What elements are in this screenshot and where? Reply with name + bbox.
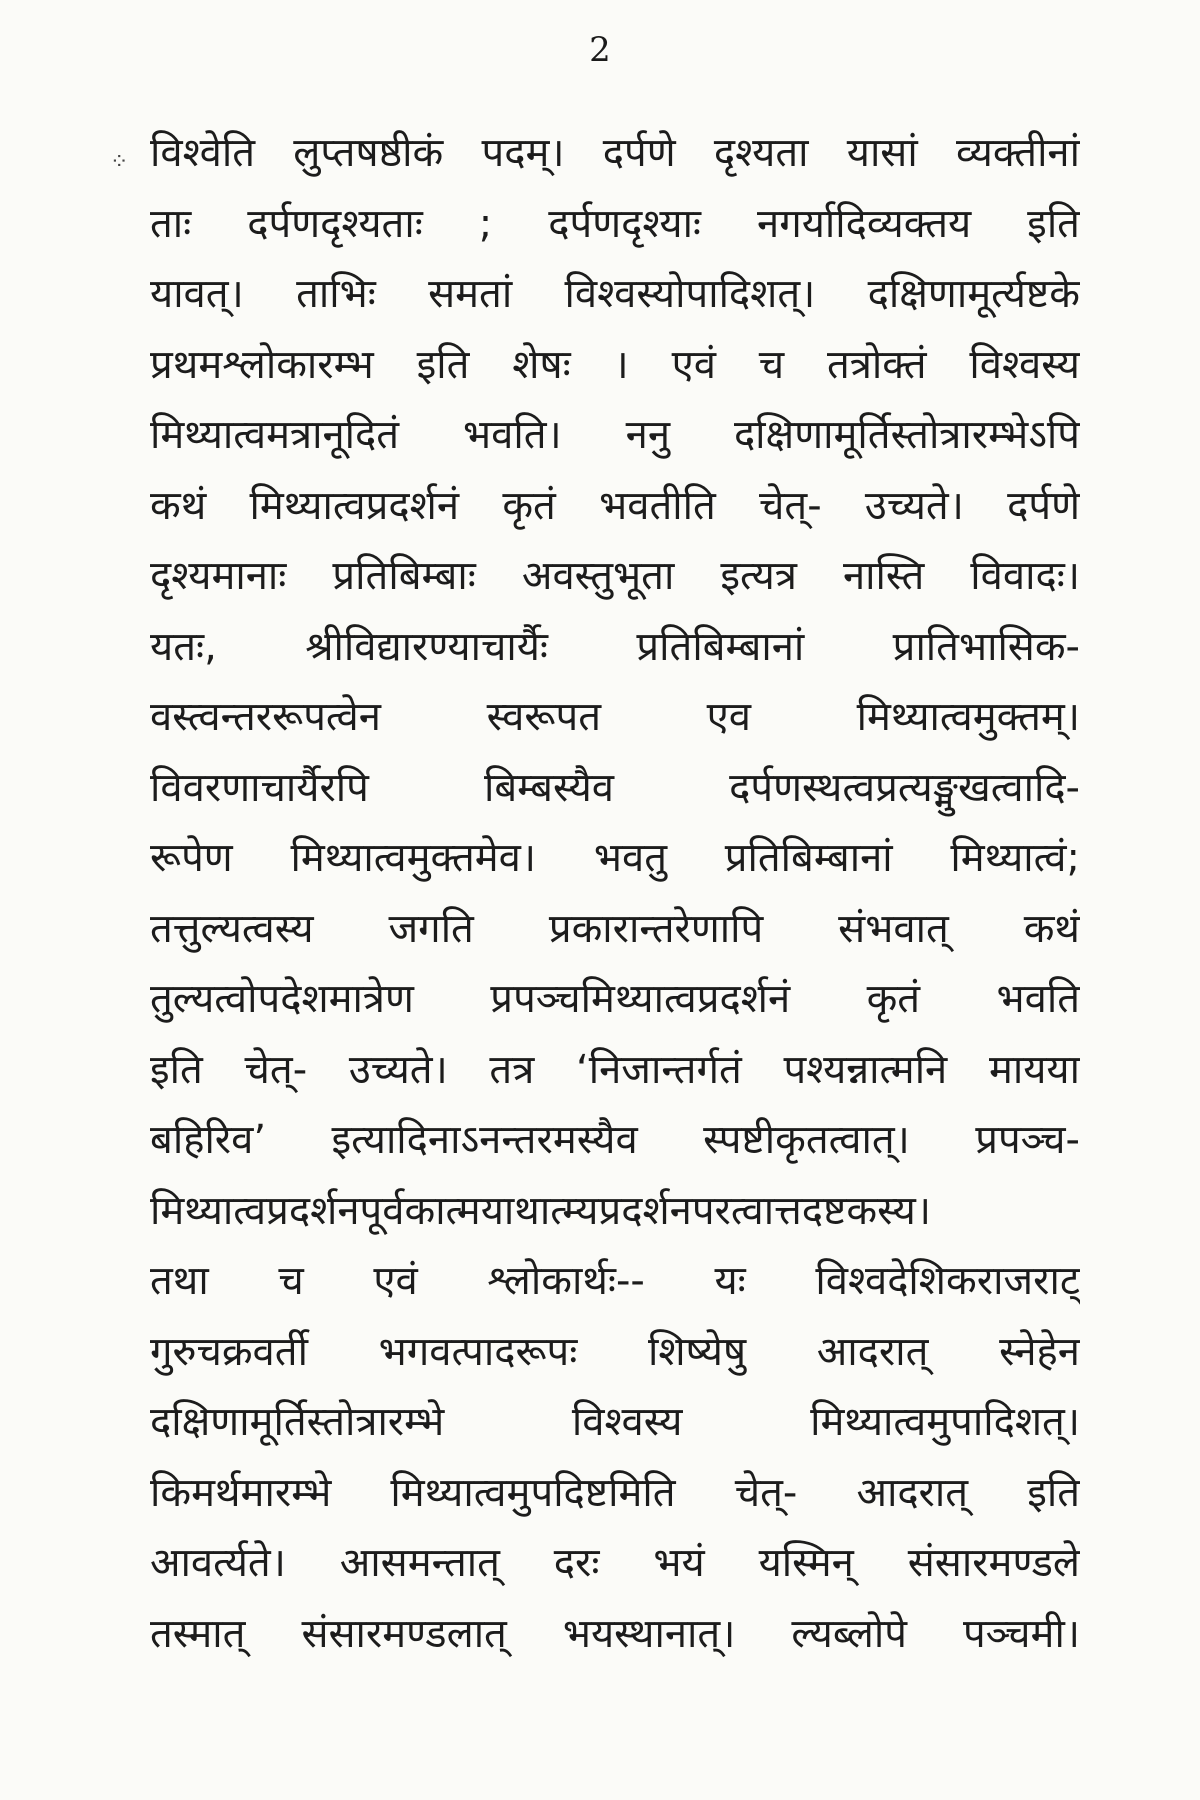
text-line: विवरणाचार्यैरपि बिम्बस्यैव दर्पणस्थत्वप्रत्यङ्मुखत्वादि- [150, 764, 1080, 811]
text-line: बहिरिव’ इत्यादिनाऽनन्तरमस्यैव स्पष्टीकृतत्वात्। प्रपञ्च- [150, 1117, 1080, 1163]
text-line: तथा च एवं श्लोकार्थः-- यः विश्वदेशिकराजराट् [150, 1258, 1080, 1304]
text-line: वस्त्वन्तररूपत्वेन स्वरूपत एव मिथ्यात्वमुक्तम्। [150, 694, 1080, 740]
text-line: मिथ्यात्वमत्रानूदितं भवति। ननु दक्षिणामूर्तिस्तोत्रारम्भेऽपि [150, 412, 1080, 458]
text-line: प्रथमश्लोकारम्भ इति शेषः । एवं च तत्रोक्तं विश्वस्य [150, 341, 1080, 388]
sanskrit-text-block [150, 118, 1080, 1669]
text-line: यतः, श्रीविद्यारण्याचार्यैः प्रतिबिम्बानां प्रातिभासिक- [150, 623, 1080, 670]
text-line: तुल्यत्वोपदेशमात्रेण प्रपञ्चमिथ्यात्वप्रदर्शनं कृतं भवति [150, 976, 1080, 1022]
text-line: तस्मात् संसारमण्डलात् भयस्थानात्। ल्यब्लोपे पञ्चमी। [150, 1610, 1080, 1657]
text-line: आवर्त्यते। आसमन्तात् दरः भयं यस्मिन् संसारमण्डले [150, 1540, 1080, 1586]
page-number: 2 [589, 30, 611, 70]
text-line: ताः दर्पणदृश्यताः ; दर्पणदृश्याः नगर्यादिव्यक्तय इति [150, 200, 1080, 247]
text-line: दक्षिणामूर्तिस्तोत्रारम्भे विश्वस्य मिथ्यात्वमुपादिशत्। [150, 1399, 1080, 1445]
text-line: किमर्थमारम्भे मिथ्यात्वमुपदिष्टमिति चेत्- आदरात् इति [150, 1469, 1080, 1516]
text-line: दृश्यमानाः प्रतिबिम्बाः अवस्तुभूता इत्यत्र नास्ति विवादः। [150, 553, 1080, 599]
text-line: गुरुचक्रवर्ती भगवत्पादरूपः शिष्येषु आदरात् स्नेहेन [150, 1328, 1080, 1375]
margin-mark: ⁘ [110, 150, 129, 175]
text-line: कथं मिथ्यात्वप्रदर्शनं कृतं भवतीति चेत्- उच्यते। दर्पणे [150, 482, 1080, 529]
text-line: इति चेत्- उच्यते। तत्र ‘निजान्तर्गतं पश्यन्नात्मनि मायया [150, 1046, 1080, 1093]
text-line: रूपेण मिथ्यात्वमुक्तमेव। भवतु प्रतिबिम्बानां मिथ्यात्वं; [150, 835, 1080, 881]
text-line: तत्तुल्यत्वस्य जगति प्रकारान्तरेणापि संभवात् कथं [150, 905, 1080, 952]
text-line: विश्वेति लुप्तषष्ठीकं पदम्। दर्पणे दृश्यता यासां व्यक्तीनां [150, 130, 1080, 176]
text-line: यावत्। ताभिः समतां विश्वस्योपादिशत्। दक्षिणामूर्त्यष्टके [150, 271, 1080, 317]
text-line: मिथ्यात्वप्रदर्शनपूर्वकात्मयाथात्म्यप्रदर्शनपरत्वात्तदष्टकस्य। [150, 1187, 931, 1234]
